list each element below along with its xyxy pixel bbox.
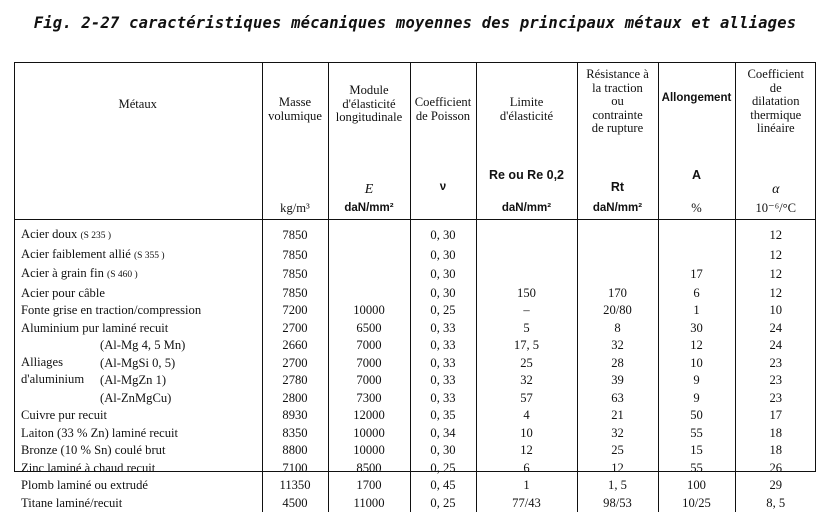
- cell-rupture: 8: [577, 320, 658, 338]
- header-masse-line1: Masse: [263, 96, 328, 110]
- header-module-unit: daN/mm²: [329, 202, 410, 216]
- cell-masse: 2660: [262, 337, 328, 355]
- cell-masse: 7850: [262, 220, 328, 246]
- metal-name: Acier à grain fin: [21, 266, 104, 280]
- cell-rupture: 39: [577, 372, 658, 390]
- metal-name: (Al-MgZn 1): [100, 373, 166, 387]
- cell-metal: [14, 495, 262, 512]
- cell-rupture: 1, 5: [577, 477, 658, 495]
- cell-allongement: 55: [658, 460, 735, 478]
- cell-dilatation: 18: [735, 425, 816, 443]
- header-poisson-line2: de Poisson: [411, 110, 476, 124]
- cell-dilatation: 23: [735, 372, 816, 390]
- cell-metal: [14, 477, 262, 495]
- metal-standard: (S 355 ): [134, 251, 165, 261]
- cell-rupture: 25: [577, 442, 658, 460]
- cell-poisson: 0, 33: [410, 320, 476, 338]
- cell-module: 10000: [328, 425, 410, 443]
- header-dilatation-line1: Coefficient: [736, 68, 817, 82]
- metal-name: Laiton (33 % Zn) laminé recuit: [21, 426, 178, 440]
- header-dilatation-line4: thermique: [736, 109, 817, 123]
- cell-limite: 25: [476, 355, 577, 373]
- cell-limite: 5: [476, 320, 577, 338]
- metal-name: Acier doux: [21, 227, 77, 241]
- header-allongement-label: Allongement: [659, 92, 735, 106]
- cell-limite: –: [476, 302, 577, 320]
- cell-limite: 150: [476, 285, 577, 303]
- cell-dilatation: 10: [735, 302, 816, 320]
- cell-rupture: 32: [577, 425, 658, 443]
- cell-poisson: 0, 33: [410, 337, 476, 355]
- header-dilatation-line3: dilatation: [736, 95, 817, 109]
- cell-poisson: 0, 35: [410, 407, 476, 425]
- cell-module: 1700: [328, 477, 410, 495]
- cell-limite: 10: [476, 425, 577, 443]
- header-poisson-symbol: ν: [411, 181, 476, 195]
- cell-masse: 8800: [262, 442, 328, 460]
- cell-allongement: 15: [658, 442, 735, 460]
- alliages-line1: Alliages: [21, 354, 84, 371]
- header-limite-symbol: Re ou Re 0,2: [477, 169, 577, 183]
- cell-dilatation: 24: [735, 320, 816, 338]
- cell-masse: 7100: [262, 460, 328, 478]
- cell-masse: 7850: [262, 246, 328, 266]
- metal-standard: (S 460 ): [107, 270, 138, 280]
- metal-name: Acier faiblement allié: [21, 247, 131, 261]
- table-row: [14, 477, 816, 495]
- cell-module: 7000: [328, 372, 410, 390]
- table-frame: [14, 62, 816, 472]
- cell-dilatation: 12: [735, 246, 816, 266]
- cell-poisson: 0, 34: [410, 425, 476, 443]
- cell-poisson: 0, 33: [410, 390, 476, 408]
- cell-rupture: 170: [577, 285, 658, 303]
- cell-rupture: 28: [577, 355, 658, 373]
- cell-limite: 17, 5: [476, 337, 577, 355]
- header-resistance-symbol: Rt: [578, 181, 658, 195]
- cell-dilatation: 12: [735, 285, 816, 303]
- cell-module: 10000: [328, 302, 410, 320]
- cell-dilatation: 23: [735, 390, 816, 408]
- cell-limite: 1: [476, 477, 577, 495]
- header-metaux-label: Métaux: [119, 97, 157, 111]
- cell-allongement: 55: [658, 425, 735, 443]
- cell-masse: 8350: [262, 425, 328, 443]
- cell-masse: 7850: [262, 265, 328, 285]
- cell-dilatation: 17: [735, 407, 816, 425]
- metal-name: (Al-ZnMgCu): [100, 391, 171, 405]
- cell-allongement: 10/25: [658, 495, 735, 512]
- cell-poisson: 0, 25: [410, 460, 476, 478]
- cell-module: 7300: [328, 390, 410, 408]
- cell-allongement: 10: [658, 355, 735, 373]
- header-dilatation-unit: 10⁻⁶/°C: [736, 202, 817, 216]
- cell-poisson: 0, 30: [410, 265, 476, 285]
- header-resistance-line1: Résistance à: [578, 68, 658, 82]
- cell-rupture: 21: [577, 407, 658, 425]
- header-limite-line2: d'élasticité: [477, 110, 577, 124]
- cell-allongement: 50: [658, 407, 735, 425]
- cell-rupture: 63: [577, 390, 658, 408]
- metal-name: (Al-MgSi 0, 5): [100, 356, 175, 370]
- alliages-line2: d'aluminium: [21, 371, 84, 388]
- header-poisson-line1: Coefficient: [411, 96, 476, 110]
- header-masse-line2: volumique: [263, 110, 328, 124]
- cell-dilatation: 29: [735, 477, 816, 495]
- metal-name: Fonte grise en traction/compression: [21, 303, 201, 317]
- cell-masse: 2780: [262, 372, 328, 390]
- header-module-line1: Module: [329, 84, 410, 98]
- cell-poisson: 0, 30: [410, 246, 476, 266]
- cell-module: 11000: [328, 495, 410, 512]
- header-module-line2: d'élasticité: [329, 98, 410, 112]
- cell-rupture: 32: [577, 337, 658, 355]
- cell-dilatation: 26: [735, 460, 816, 478]
- header-limite-unit: daN/mm²: [477, 202, 577, 216]
- metal-name: Cuivre pur recuit: [21, 408, 107, 422]
- cell-module: 12000: [328, 407, 410, 425]
- cell-masse: 2800: [262, 390, 328, 408]
- cell-masse: 8930: [262, 407, 328, 425]
- cell-module: 10000: [328, 442, 410, 460]
- cell-module: 7000: [328, 355, 410, 373]
- cell-dilatation: 18: [735, 442, 816, 460]
- cell-limite: 6: [476, 460, 577, 478]
- cell-masse: 7850: [262, 285, 328, 303]
- cell-rupture: 98/53: [577, 495, 658, 512]
- cell-limite: 57: [476, 390, 577, 408]
- metal-name: Plomb laminé ou extrudé: [21, 478, 148, 492]
- cell-limite: 77/43: [476, 495, 577, 512]
- cell-poisson: 0, 30: [410, 220, 476, 246]
- cell-allongement: 30: [658, 320, 735, 338]
- header-allongement-symbol: A: [659, 169, 735, 183]
- metal-standard: (S 235 ): [80, 231, 111, 241]
- header-resistance-unit: daN/mm²: [578, 202, 658, 216]
- figure-title: Fig. 2-27 caractéristiques mécaniques moyennes des principaux métaux et alliages: [0, 14, 830, 32]
- cell-allongement: 12: [658, 337, 735, 355]
- header-resistance-line3: ou: [578, 95, 658, 109]
- cell-masse: 4500: [262, 495, 328, 512]
- cell-module: 8500: [328, 460, 410, 478]
- cell-allongement: 17: [658, 265, 735, 285]
- header-limite-line1: Limite: [477, 96, 577, 110]
- cell-poisson: 0, 25: [410, 495, 476, 512]
- header-dilatation-line2: de: [736, 82, 817, 96]
- cell-allongement: 9: [658, 390, 735, 408]
- cell-masse: 2700: [262, 355, 328, 373]
- metal-name: Zinc laminé à chaud recuit: [21, 461, 155, 475]
- header-allongement-unit: %: [659, 202, 735, 216]
- metal-name: (Al-Mg 4, 5 Mn): [100, 338, 185, 352]
- cell-dilatation: 23: [735, 355, 816, 373]
- cell-limite: 32: [476, 372, 577, 390]
- cell-rupture: 20/80: [577, 302, 658, 320]
- cell-allongement: 6: [658, 285, 735, 303]
- cell-poisson: 0, 30: [410, 442, 476, 460]
- header-module-line3: longitudinale: [329, 111, 410, 125]
- cell-rupture: 12: [577, 460, 658, 478]
- cell-dilatation: 24: [735, 337, 816, 355]
- metal-name: Titane laminé/recuit: [21, 496, 122, 510]
- cell-module: 6500: [328, 320, 410, 338]
- header-resistance-line4: contrainte: [578, 109, 658, 123]
- metal-name: Aluminium pur laminé recuit: [21, 321, 168, 335]
- header-resistance-line5: de rupture: [578, 122, 658, 136]
- cell-masse: 2700: [262, 320, 328, 338]
- cell-dilatation: 8, 5: [735, 495, 816, 512]
- cell-allongement: 1: [658, 302, 735, 320]
- cell-poisson: 0, 25: [410, 302, 476, 320]
- header-resistance-line2: la traction: [578, 82, 658, 96]
- cell-poisson: 0, 30: [410, 285, 476, 303]
- cell-allongement: 100: [658, 477, 735, 495]
- cell-poisson: 0, 33: [410, 355, 476, 373]
- cell-masse: 7200: [262, 302, 328, 320]
- cell-masse: 11350: [262, 477, 328, 495]
- cell-limite: 12: [476, 442, 577, 460]
- metal-name: Bronze (10 % Sn) coulé brut: [21, 443, 165, 457]
- cell-module: 7000: [328, 337, 410, 355]
- cell-poisson: 0, 45: [410, 477, 476, 495]
- header-dilatation-symbol: α: [736, 183, 817, 197]
- cell-dilatation: 12: [735, 265, 816, 285]
- cell-poisson: 0, 33: [410, 372, 476, 390]
- table-row: [14, 495, 816, 512]
- cell-allongement: 9: [658, 372, 735, 390]
- header-module-symbol: E: [329, 183, 410, 197]
- header-masse-unit: kg/m³: [263, 202, 328, 216]
- cell-limite: 4: [476, 407, 577, 425]
- header-dilatation-line5: linéaire: [736, 122, 817, 136]
- metal-name: Acier pour câble: [21, 286, 105, 300]
- cell-dilatation: 12: [735, 220, 816, 246]
